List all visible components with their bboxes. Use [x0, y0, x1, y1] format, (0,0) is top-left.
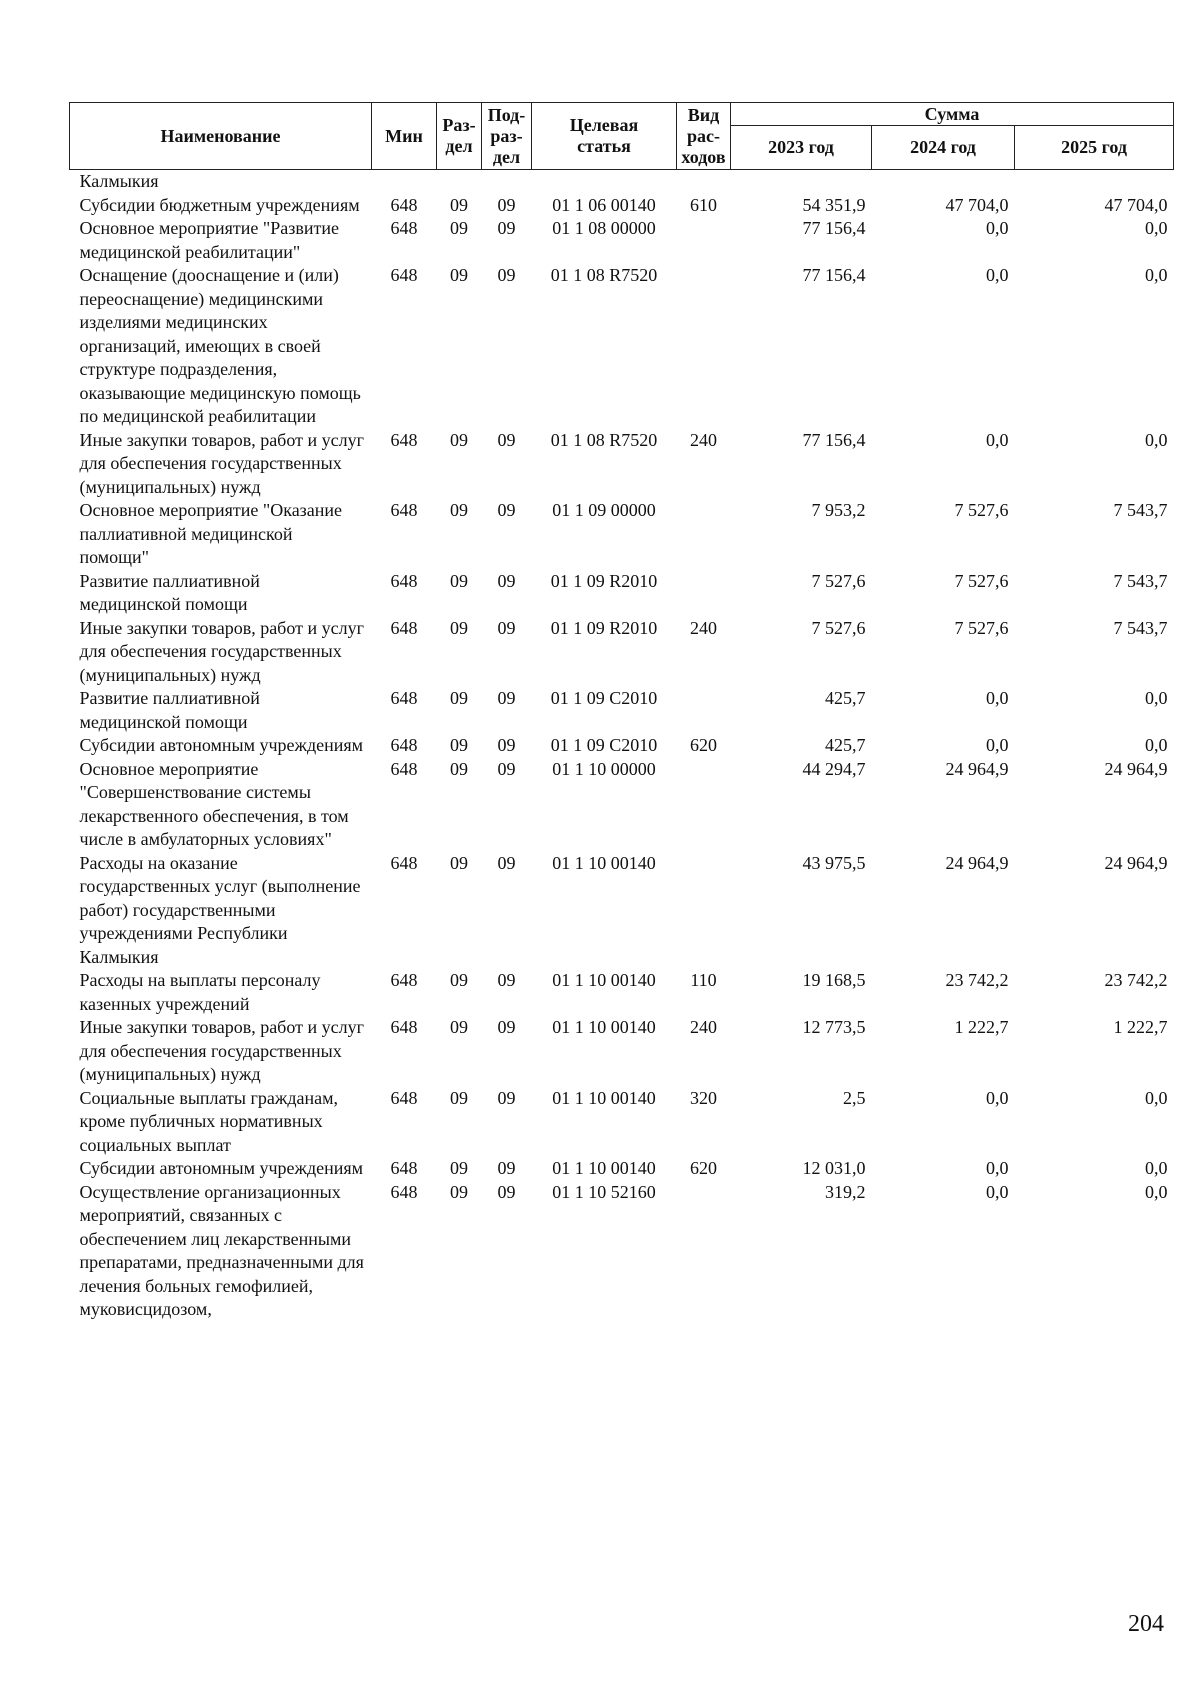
row-name: Социальные выплаты гражданам, кроме публичных нормативных социальных выплат: [79, 1087, 338, 1155]
row-name: Оснащение (дооснащение и (или) переоснащение) медицинскими изделиями медицинских организаций, имеющих в своей структуре подразделения, оказывающие медицинскую помощь по медицинской реабилитации: [79, 265, 361, 426]
row-razdel: [437, 170, 482, 194]
table-row: [70, 852, 1174, 970]
row-sum-2024: 0,0: [986, 688, 1009, 708]
row-vid-rashodov: 620: [690, 735, 717, 755]
row-sum-2025: 7 543,7: [1113, 570, 1168, 591]
row-min: 648: [390, 617, 418, 638]
row-sum-2023: 43 975,5: [802, 852, 866, 873]
header-summa: Сумма: [731, 103, 1174, 126]
table-row: [70, 217, 1174, 264]
row-min: 648: [390, 970, 418, 990]
header-year-2023: 2023 год: [731, 126, 872, 170]
table-row: [70, 1181, 1174, 1322]
row-razdel: 09: [450, 194, 468, 215]
row-podrazdel: 09: [497, 1087, 516, 1108]
row-sum-2024: 0,0: [986, 265, 1009, 285]
row-sum-2025: 24 964,9: [1104, 758, 1168, 779]
row-name: Субсидии бюджетным учреждениям: [79, 194, 360, 215]
row-razdel: 09: [450, 970, 468, 990]
row-sum-2023: [731, 170, 872, 194]
row-name: Иные закупки товаров, работ и услуг для обеспечения государственных (муниципальных) нужд: [79, 1017, 364, 1084]
row-razdel: 09: [450, 265, 468, 285]
row-celevaya-statya: 01 1 10 00140: [552, 1158, 656, 1178]
row-name: Развитие паллиативной медицинской помощи: [79, 688, 260, 732]
row-min: 648: [390, 194, 418, 215]
row-vid-rashodov: [677, 687, 731, 734]
row-sum-2025: 1 222,7: [1113, 1017, 1168, 1037]
row-vid-rashodov: 240: [690, 429, 717, 450]
row-sum-2025: 24 964,9: [1104, 852, 1168, 873]
row-sum-2023: 77 156,4: [802, 265, 866, 285]
row-vid-rashodov: [677, 758, 731, 852]
table-row: [70, 969, 1174, 1016]
row-name: Калмыкия: [79, 171, 159, 191]
row-name: Субсидии автономным учреждениям: [79, 1158, 364, 1178]
row-celevaya-statya: 01 1 08 R7520: [550, 265, 658, 285]
row-sum-2025: 0,0: [1145, 218, 1168, 238]
row-razdel: 09: [450, 688, 468, 708]
row-name: Осуществление организационных мероприятий, связанных с обеспечением лиц лекарственными препаратами, предназначенными для лечения больных гемофилией, муковисцидозом,: [79, 1181, 364, 1319]
row-razdel: 09: [450, 758, 468, 779]
row-min: 648: [390, 758, 418, 779]
row-sum-2025: 47 704,0: [1104, 194, 1168, 215]
row-celevaya-statya: 01 1 10 00140: [552, 1087, 656, 1108]
row-celevaya-statya: 01 1 08 00000: [552, 218, 656, 238]
table-row: [70, 1016, 1174, 1087]
row-sum-2023: 425,7: [825, 735, 866, 755]
row-razdel: 09: [450, 617, 468, 638]
row-min: 648: [390, 735, 418, 755]
row-celevaya-statya: 01 1 10 00140: [552, 1017, 656, 1037]
row-podrazdel: 09: [497, 852, 516, 873]
row-name: Основное мероприятие "Оказание паллиативной медицинской помощи": [79, 500, 343, 567]
row-min: 648: [390, 1158, 418, 1178]
row-sum-2024: 0,0: [986, 1158, 1009, 1178]
row-podrazdel: 09: [497, 617, 516, 638]
table-row: [70, 1087, 1174, 1158]
row-sum-2023: 7 527,6: [811, 570, 866, 591]
row-name: Развитие паллиативной медицинской помощи: [79, 570, 260, 614]
row-sum-2023: 7 527,6: [811, 617, 866, 638]
row-celevaya-statya: 01 1 09 R2010: [550, 570, 658, 591]
row-sum-2023: 319,2: [825, 1181, 866, 1202]
row-vid-rashodov: 240: [690, 617, 717, 638]
table-row: [70, 687, 1174, 734]
row-podrazdel: 09: [497, 688, 516, 708]
row-podrazdel: [482, 170, 532, 194]
row-sum-2023: 19 168,5: [802, 970, 866, 990]
row-podrazdel: 09: [497, 735, 516, 755]
row-sum-2023: 44 294,7: [802, 758, 866, 779]
row-sum-2023: 77 156,4: [802, 218, 866, 238]
row-name: Основное мероприятие "Совершенствование системы лекарственного обеспечения, в том числе в амбулаторных условиях": [79, 758, 349, 849]
header-vid-rashodov: Вид рас- ходов: [677, 103, 731, 170]
header-year-2024: 2024 год: [872, 126, 1015, 170]
row-name: Субсидии автономным учреждениям: [79, 735, 364, 755]
row-razdel: 09: [450, 1017, 468, 1037]
row-celevaya-statya: 01 1 10 52160: [552, 1181, 656, 1202]
header-razdel: Раз- дел: [437, 103, 482, 170]
row-celevaya-statya: 01 1 08 R7520: [550, 429, 658, 450]
row-celevaya-statya: 01 1 09 C2010: [550, 735, 658, 755]
row-celevaya-statya: [532, 170, 677, 194]
row-razdel: 09: [450, 570, 468, 591]
row-min: 648: [390, 218, 418, 238]
row-sum-2023: 12 031,0: [802, 1158, 866, 1178]
row-podrazdel: 09: [497, 758, 516, 779]
row-vid-rashodov: [677, 170, 731, 194]
row-sum-2025: 0,0: [1145, 265, 1168, 285]
row-podrazdel: 09: [497, 500, 516, 520]
row-razdel: 09: [450, 735, 468, 755]
row-name: Иные закупки товаров, работ и услуг для обеспечения государственных (муниципальных) нужд: [79, 617, 364, 685]
header-celevaya-statya: Целевая статья: [532, 103, 677, 170]
row-sum-2025: 0,0: [1145, 429, 1168, 450]
row-sum-2023: 7 953,2: [811, 500, 866, 520]
row-podrazdel: 09: [497, 1181, 516, 1202]
row-sum-2024: 0,0: [986, 735, 1009, 755]
row-vid-rashodov: [677, 264, 731, 429]
header-min: Мин: [372, 103, 437, 170]
row-sum-2023: 54 351,9: [802, 194, 866, 215]
row-sum-2025: 0,0: [1145, 1181, 1168, 1202]
row-sum-2023: 425,7: [825, 688, 866, 708]
row-celevaya-statya: 01 1 10 00140: [552, 970, 656, 990]
row-sum-2024: 7 527,6: [954, 570, 1009, 591]
row-vid-rashodov: 620: [690, 1158, 717, 1178]
row-podrazdel: 09: [497, 218, 516, 238]
row-razdel: 09: [450, 852, 468, 873]
row-sum-2024: 23 742,2: [945, 970, 1009, 990]
table-header: [70, 103, 1174, 170]
table-row: [70, 1157, 1174, 1181]
row-sum-2023: 12 773,5: [802, 1017, 866, 1037]
row-celevaya-statya: 01 1 09 C2010: [550, 688, 658, 708]
row-celevaya-statya: 01 1 09 00000: [552, 500, 656, 520]
row-podrazdel: 09: [497, 265, 516, 285]
table-row: [70, 758, 1174, 852]
row-name: Расходы на оказание государственных услуг (выполнение работ) государственными учреждениями Республики Калмыкия: [79, 852, 361, 967]
row-min: 648: [390, 1181, 418, 1202]
row-min: 648: [390, 429, 418, 450]
row-razdel: 09: [450, 218, 468, 238]
row-podrazdel: 09: [497, 570, 516, 591]
header-year-2025: 2025 год: [1015, 126, 1174, 170]
row-sum-2025: 7 543,7: [1113, 617, 1168, 638]
row-sum-2024: 0,0: [986, 1087, 1009, 1108]
row-min: 648: [390, 500, 418, 520]
row-celevaya-statya: 01 1 09 R2010: [550, 617, 658, 638]
row-sum-2023: 2,5: [843, 1087, 866, 1108]
row-razdel: 09: [450, 1087, 468, 1108]
row-sum-2024: 47 704,0: [945, 194, 1009, 215]
row-min: 648: [390, 688, 418, 708]
row-sum-2024: 24 964,9: [945, 852, 1009, 873]
row-podrazdel: 09: [497, 970, 516, 990]
table-row: [70, 194, 1174, 218]
row-sum-2024: 24 964,9: [945, 758, 1009, 779]
row-celevaya-statya: 01 1 10 00000: [552, 758, 656, 779]
row-sum-2025: 7 543,7: [1113, 500, 1168, 520]
budget-table: [69, 102, 1174, 1322]
row-sum-2024: 0,0: [986, 218, 1009, 238]
row-name: Расходы на выплаты персоналу казенных учреждений: [79, 970, 321, 1014]
row-vid-rashodov: [677, 1181, 731, 1322]
table-row: [70, 499, 1174, 570]
row-sum-2025: 0,0: [1145, 1158, 1168, 1178]
row-vid-rashodov: 610: [690, 194, 717, 215]
row-min: 648: [390, 265, 418, 285]
row-celevaya-statya: 01 1 06 00140: [552, 194, 656, 215]
row-vid-rashodov: [677, 499, 731, 570]
row-razdel: 09: [450, 1181, 468, 1202]
row-sum-2025: 0,0: [1145, 688, 1168, 708]
row-sum-2025: 0,0: [1145, 735, 1168, 755]
row-min: 648: [390, 570, 418, 591]
table-row: [70, 734, 1174, 758]
row-podrazdel: 09: [497, 429, 516, 450]
table-row: [70, 429, 1174, 500]
table-row: [70, 170, 1174, 194]
row-sum-2024: 0,0: [986, 429, 1009, 450]
row-sum-2024: 1 222,7: [954, 1017, 1009, 1037]
row-razdel: 09: [450, 429, 468, 450]
row-sum-2025: [1015, 170, 1174, 194]
row-sum-2024: 7 527,6: [954, 500, 1009, 520]
row-name: Основное мероприятие "Развитие медицинской реабилитации": [79, 218, 339, 262]
row-vid-rashodov: [677, 852, 731, 970]
row-vid-rashodov: 240: [690, 1017, 717, 1037]
row-name: Иные закупки товаров, работ и услуг для обеспечения государственных (муниципальных) нужд: [79, 429, 364, 497]
header-name: Наименование: [70, 103, 372, 170]
table-row: [70, 617, 1174, 688]
row-vid-rashodov: [677, 217, 731, 264]
table-row: [70, 570, 1174, 617]
row-sum-2025: 23 742,2: [1104, 970, 1168, 990]
page-number: 204: [1128, 1611, 1164, 1637]
header-podrazdel: Под- раз- дел: [482, 103, 532, 170]
row-sum-2024: 0,0: [986, 1181, 1009, 1202]
row-razdel: 09: [450, 1158, 468, 1178]
row-sum-2023: 77 156,4: [802, 429, 866, 450]
row-podrazdel: 09: [497, 1158, 516, 1178]
table-row: [70, 264, 1174, 429]
row-min: 648: [390, 852, 418, 873]
row-vid-rashodov: 110: [690, 970, 717, 990]
row-min: 648: [390, 1017, 418, 1037]
row-sum-2024: [872, 170, 1015, 194]
row-podrazdel: 09: [497, 1017, 516, 1037]
row-vid-rashodov: 320: [690, 1087, 717, 1108]
row-sum-2024: 7 527,6: [954, 617, 1009, 638]
row-min: 648: [390, 1087, 418, 1108]
row-razdel: 09: [450, 500, 468, 520]
row-min: [372, 170, 437, 194]
row-sum-2025: 0,0: [1145, 1087, 1168, 1108]
row-podrazdel: 09: [497, 194, 516, 215]
row-vid-rashodov: [677, 570, 731, 617]
row-celevaya-statya: 01 1 10 00140: [552, 852, 656, 873]
table-body: [70, 170, 1174, 1322]
